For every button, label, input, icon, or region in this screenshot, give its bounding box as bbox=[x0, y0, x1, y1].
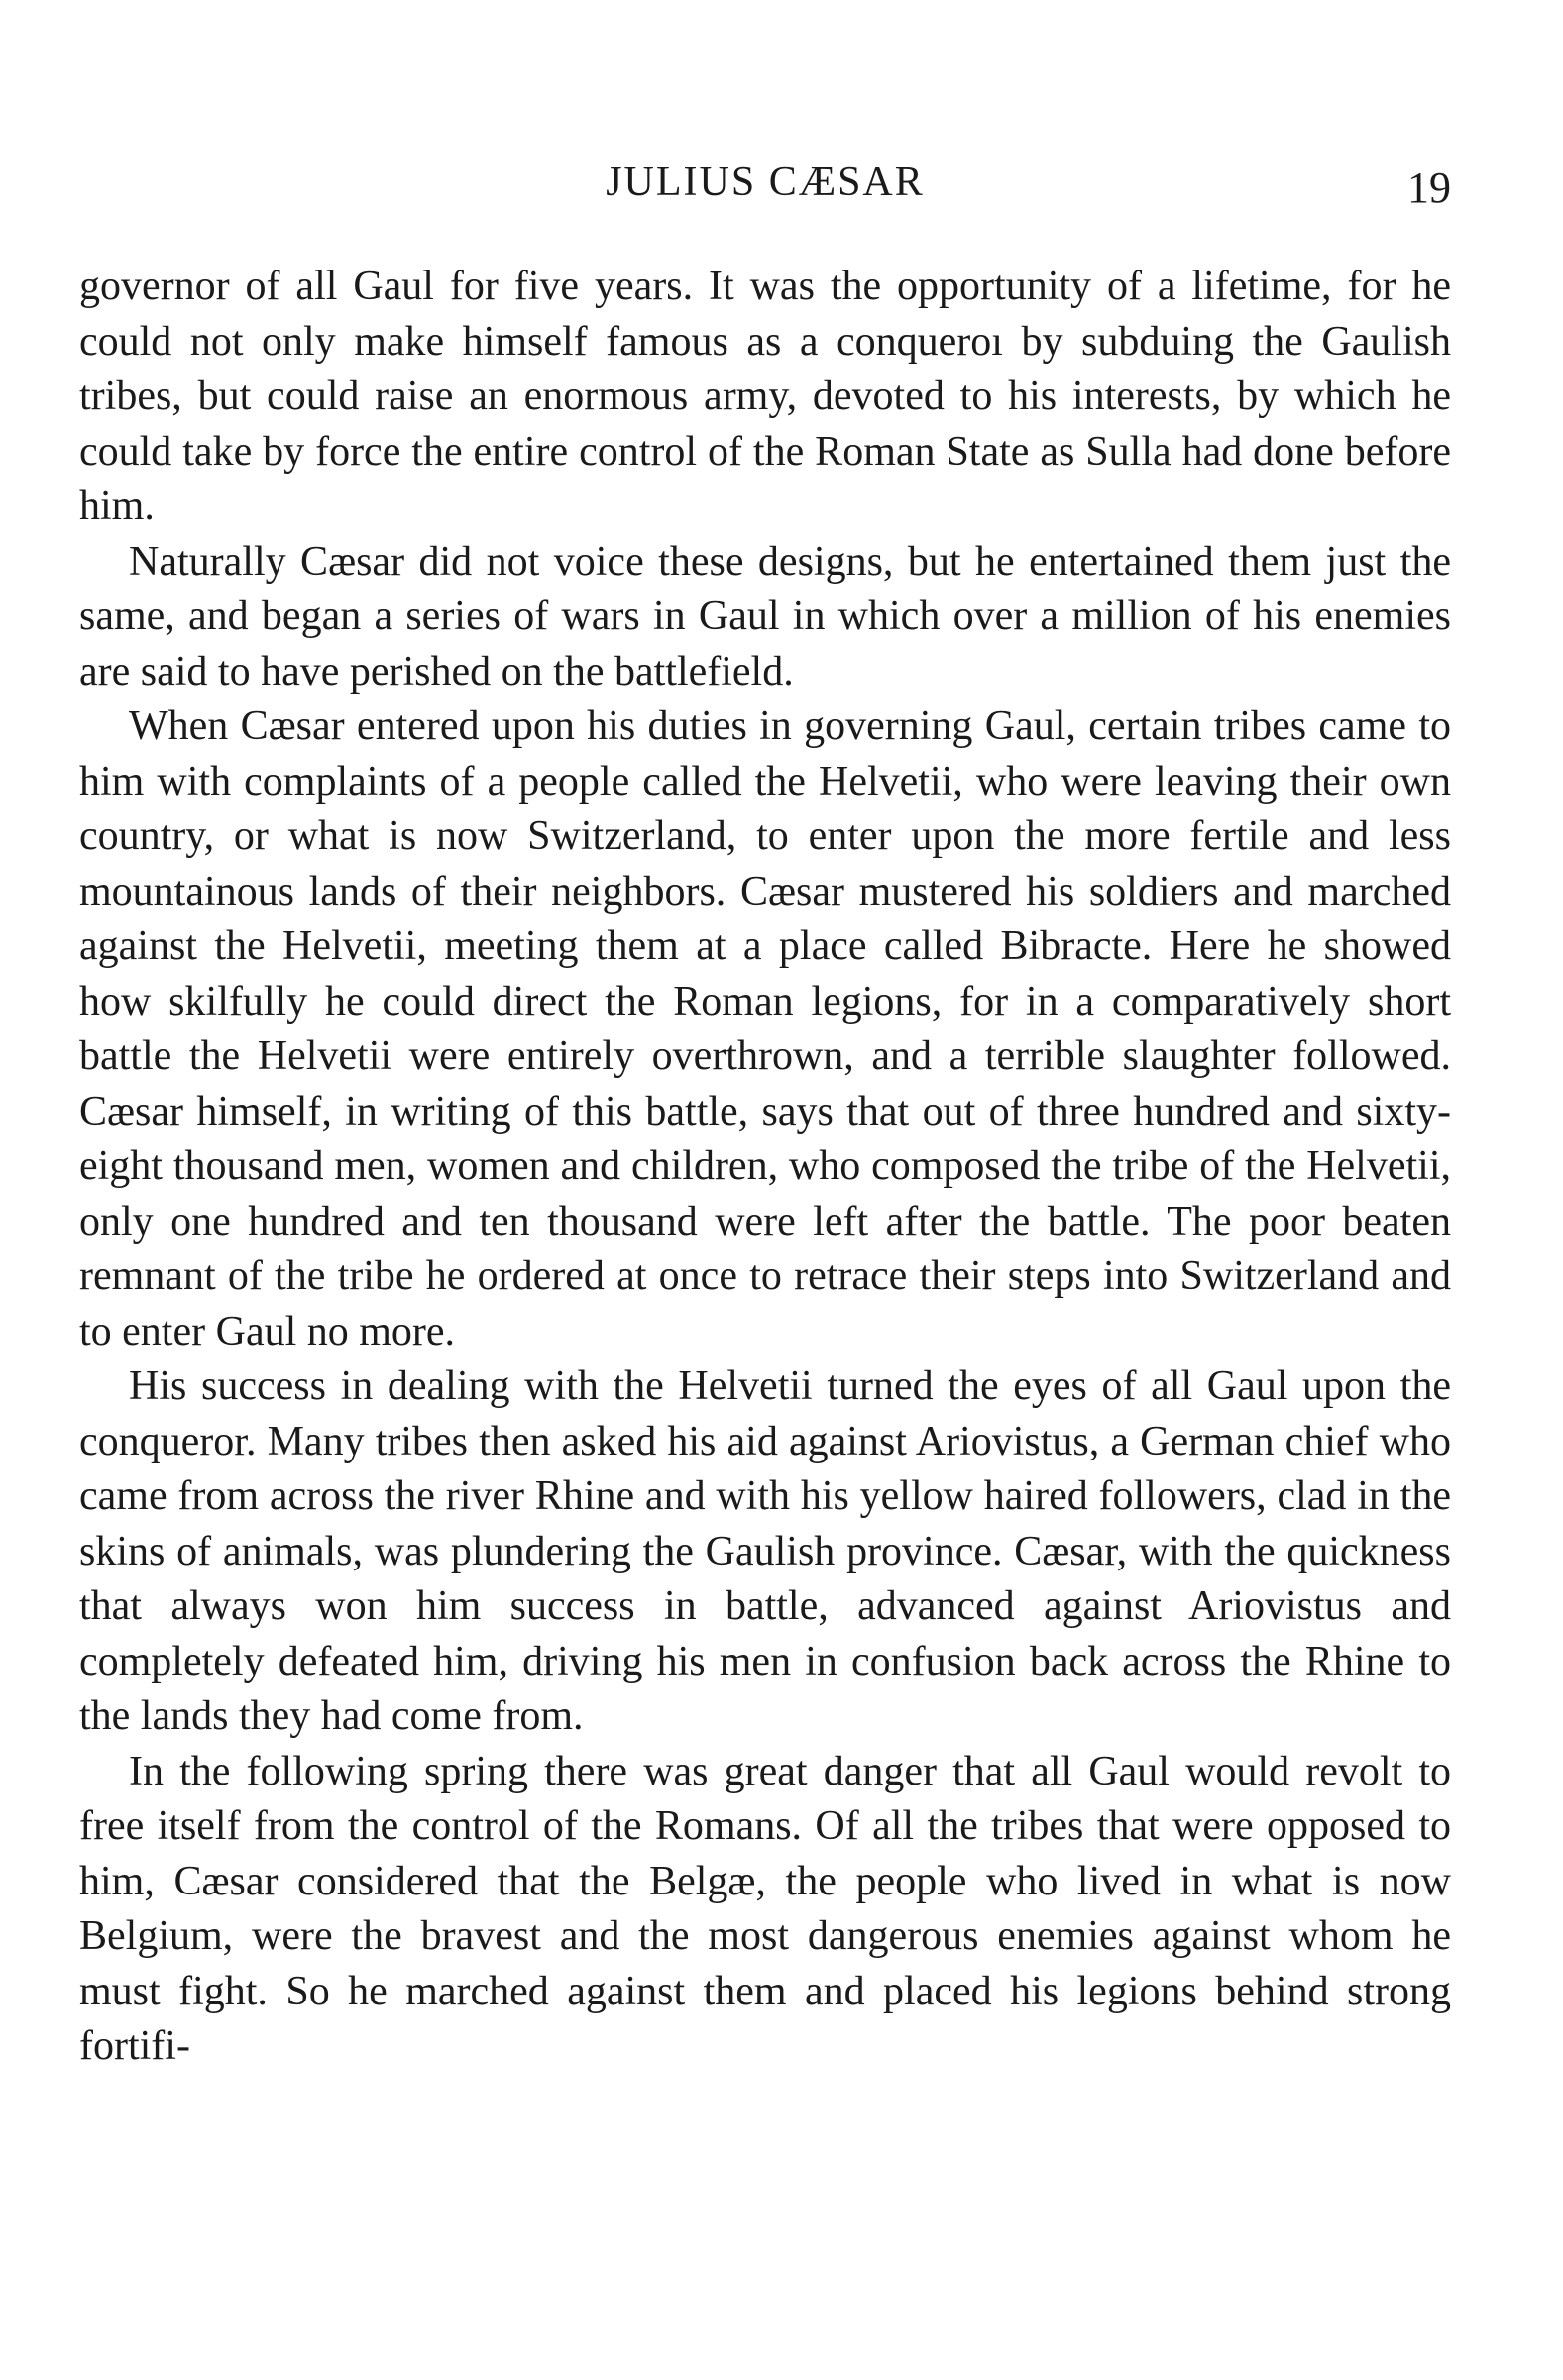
paragraph: When Cæsar entered upon his duties in governing Gaul, certain tribes came to him with complaints of a people called the Helvetii, who were leaving their own country, or what is now Switzerland, to enter upon the more fertile and less mountainous lands of their neighbors. Cæsar mustered his soldiers and marched against the Helvetii, meeting them at a place called Bibracte. Here he showed how skilfully he could direct the Roman legions, for in a comparatively short battle the Helvetii were entirely overthrown, and a terrible slaughter followed. Cæsar himself, in writing of this battle, says that out of three hundred and sixty-eight thousand men, women and children, who composed the tribe of the Helvetii, only one hundred and ten thousand were left after the battle. The poor beaten remnant of the tribe he ordered at once to retrace their steps into Switzerland and to enter Gaul no more. bbox=[79, 703, 1451, 1354]
paragraph: In the following spring there was great danger that all Gaul would revolt to free itself from the control of the Romans. Of all the tribes that were opposed to him, Cæsar considered that the Belgæ, the people who lived in what is now Belgium, were the bravest and the most dangerous enemies against whom he must fight. So he marched against them and placed his legions behind strong fortifi- bbox=[79, 1748, 1451, 2069]
running-title: JULIUS CÆSAR bbox=[606, 160, 925, 205]
page-number: 19 bbox=[1407, 163, 1451, 212]
paragraph: His success in dealing with the Helvetii turned the eyes of all Gaul upon the conqueror. Many tribes then asked his aid against Ariovistus, a German chief who came from across the river Rhine and with his yellow haired followers, clad in the skins of animals, was plundering the Gaulish province. Cæsar, with the quickness that always won him success in battle, advanced against Ariovistus and completely defeated him, driving his men in confusion back across the Rhine to the lands they had come from. bbox=[79, 1363, 1451, 1739]
paragraph: Naturally Cæsar did not voice these designs, but he entertained them just the same, and began a series of wars in Gaul in which over a million of his enemies are said to have perished on the battlefield. bbox=[79, 538, 1451, 695]
page-header bbox=[79, 159, 1451, 218]
paragraph-continued: governor of all Gaul for five years. It was the opportunity of a lifetime, for he could not only make himself famous as a conqueroı by subduing the Gaulish tribes, but could raise an enormous army, devoted to his interests, by which he could take by force the entire control of the Roman State as Sulla had done before him. bbox=[79, 264, 1451, 529]
body-text bbox=[79, 260, 1451, 2075]
